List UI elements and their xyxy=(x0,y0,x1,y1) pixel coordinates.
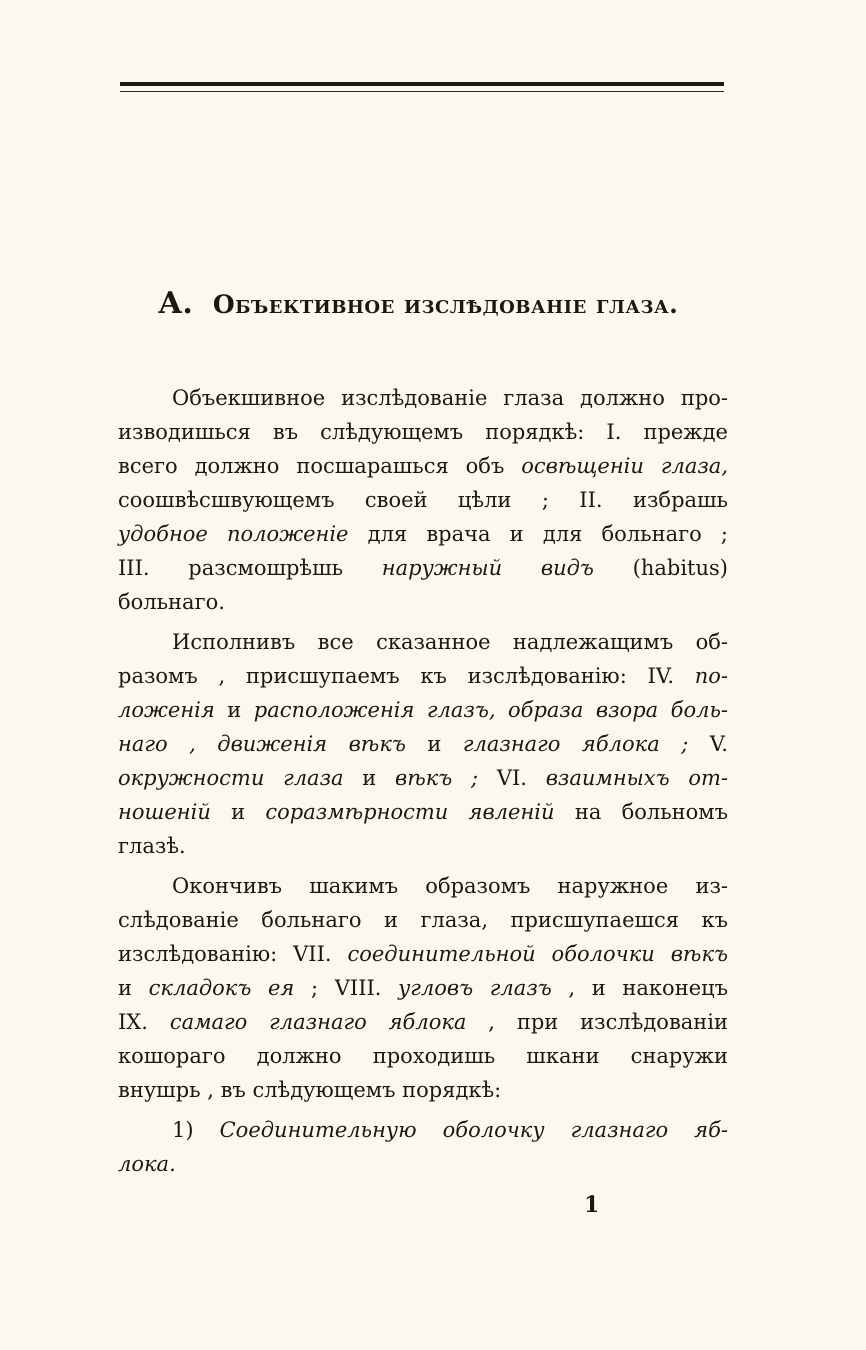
text-line xyxy=(118,728,728,760)
italic-text: наго , движенія вѣкъ xyxy=(118,732,406,756)
text-line xyxy=(118,1006,728,1038)
text-line xyxy=(118,1148,728,1180)
text-segment: разомъ , присшупаемъ къ изслѣдованію: IV. xyxy=(118,664,695,688)
italic-text: вѣкъ ; xyxy=(395,766,479,790)
text-line xyxy=(118,830,728,862)
text-segment: на больномъ xyxy=(554,800,728,824)
text-segment: 1) xyxy=(172,1118,220,1142)
text-segment: , и наконецъ xyxy=(551,976,728,1000)
italic-text: угловъ глазъ xyxy=(398,976,552,1000)
text-line xyxy=(172,1114,728,1146)
text-segment: III. разсмошрѣшь xyxy=(118,556,382,580)
text-segment: VI. xyxy=(478,766,546,790)
italic-text: наружный видъ xyxy=(381,556,594,580)
header-rule-thick xyxy=(120,82,724,86)
text-segment: изслѣдованію: VII. xyxy=(118,942,348,966)
text-segment: Окончивъ шакимъ образомъ наружное из- xyxy=(172,874,728,898)
text-segment: для врача и для больнаго ; xyxy=(348,522,728,546)
text-line xyxy=(118,660,728,692)
text-segment: , при изслѣдованіи xyxy=(466,1010,728,1034)
text-line xyxy=(118,1040,728,1072)
text-line xyxy=(118,1074,728,1106)
text-line xyxy=(118,518,728,550)
text-line xyxy=(118,694,728,726)
text-line xyxy=(172,626,728,658)
italic-text: Соединительную оболочку глазнаго яб- xyxy=(219,1118,729,1142)
italic-text: удобное положеніе xyxy=(118,522,349,546)
text-segment: глазѣ. xyxy=(118,834,186,858)
text-segment: больнаго. xyxy=(118,590,225,614)
text-segment: изводишься въ слѣдующемъ порядкѣ: I. прежде xyxy=(118,420,728,444)
text-line xyxy=(118,450,728,482)
italic-text: соединительной оболочки вѣкъ xyxy=(347,942,729,966)
text-line xyxy=(118,484,728,516)
text-line xyxy=(172,870,728,902)
italic-text: освѣщеніи глаза, xyxy=(521,454,729,478)
text-segment: и xyxy=(210,800,266,824)
italic-text: глазнаго яблока ; xyxy=(462,732,689,756)
italic-text: окружности глаза xyxy=(118,766,344,790)
text-line xyxy=(118,904,728,936)
text-segment: и xyxy=(214,698,254,722)
italic-text: складокъ ея xyxy=(148,976,295,1000)
text-segment: и xyxy=(343,766,396,790)
text-line xyxy=(118,552,728,584)
text-line xyxy=(118,762,728,794)
italic-text: самаго глазнаго яблока xyxy=(169,1010,467,1034)
text-segment: Исполнивъ все сказанное надлежащимъ об- xyxy=(172,630,728,654)
italic-text: лока. xyxy=(118,1152,176,1176)
italic-text: соразмѣрности явленій xyxy=(265,800,555,824)
text-segment: и xyxy=(118,976,149,1000)
text-segment: всего должно посшарашься объ xyxy=(118,454,522,478)
italic-text: ношеній xyxy=(118,800,211,824)
text-segment: внушрь , въ слѣдующемъ порядкѣ: xyxy=(118,1078,502,1102)
text-line xyxy=(118,972,728,1004)
italic-text: расположенія глазъ, образа взора боль- xyxy=(253,698,728,722)
text-line xyxy=(118,416,728,448)
text-segment: кошораго должно проходишь шкани снаружи xyxy=(118,1044,728,1068)
section-letter: А. xyxy=(158,286,193,321)
italic-text: взаимныхъ от- xyxy=(545,766,728,790)
text-segment: слѣдованіе больнаго и глаза, присшупаешся къ xyxy=(118,908,728,932)
page-number: 1 xyxy=(584,1192,600,1218)
italic-text: ложенія xyxy=(118,698,215,722)
text-segment: и xyxy=(405,732,463,756)
section-title: Объективное изслѣдованіе глаза. xyxy=(212,290,679,319)
text-line xyxy=(118,796,728,828)
section-heading xyxy=(158,287,758,322)
text-line xyxy=(172,382,728,414)
header-rule-thin xyxy=(120,91,724,92)
text-segment: IX. xyxy=(118,1010,170,1034)
text-line xyxy=(118,938,728,970)
italic-text: по- xyxy=(694,664,728,688)
text-segment: Объекшивное изслѣдованіе глаза должно про- xyxy=(172,386,728,410)
text-line xyxy=(118,586,728,618)
text-segment: (habitus) xyxy=(593,556,728,580)
text-segment: соошвѣсшвующемъ своей цѣли ; II. избрашь xyxy=(118,488,728,512)
text-segment: ; VIII. xyxy=(294,976,399,1000)
text-segment: V. xyxy=(688,732,728,756)
